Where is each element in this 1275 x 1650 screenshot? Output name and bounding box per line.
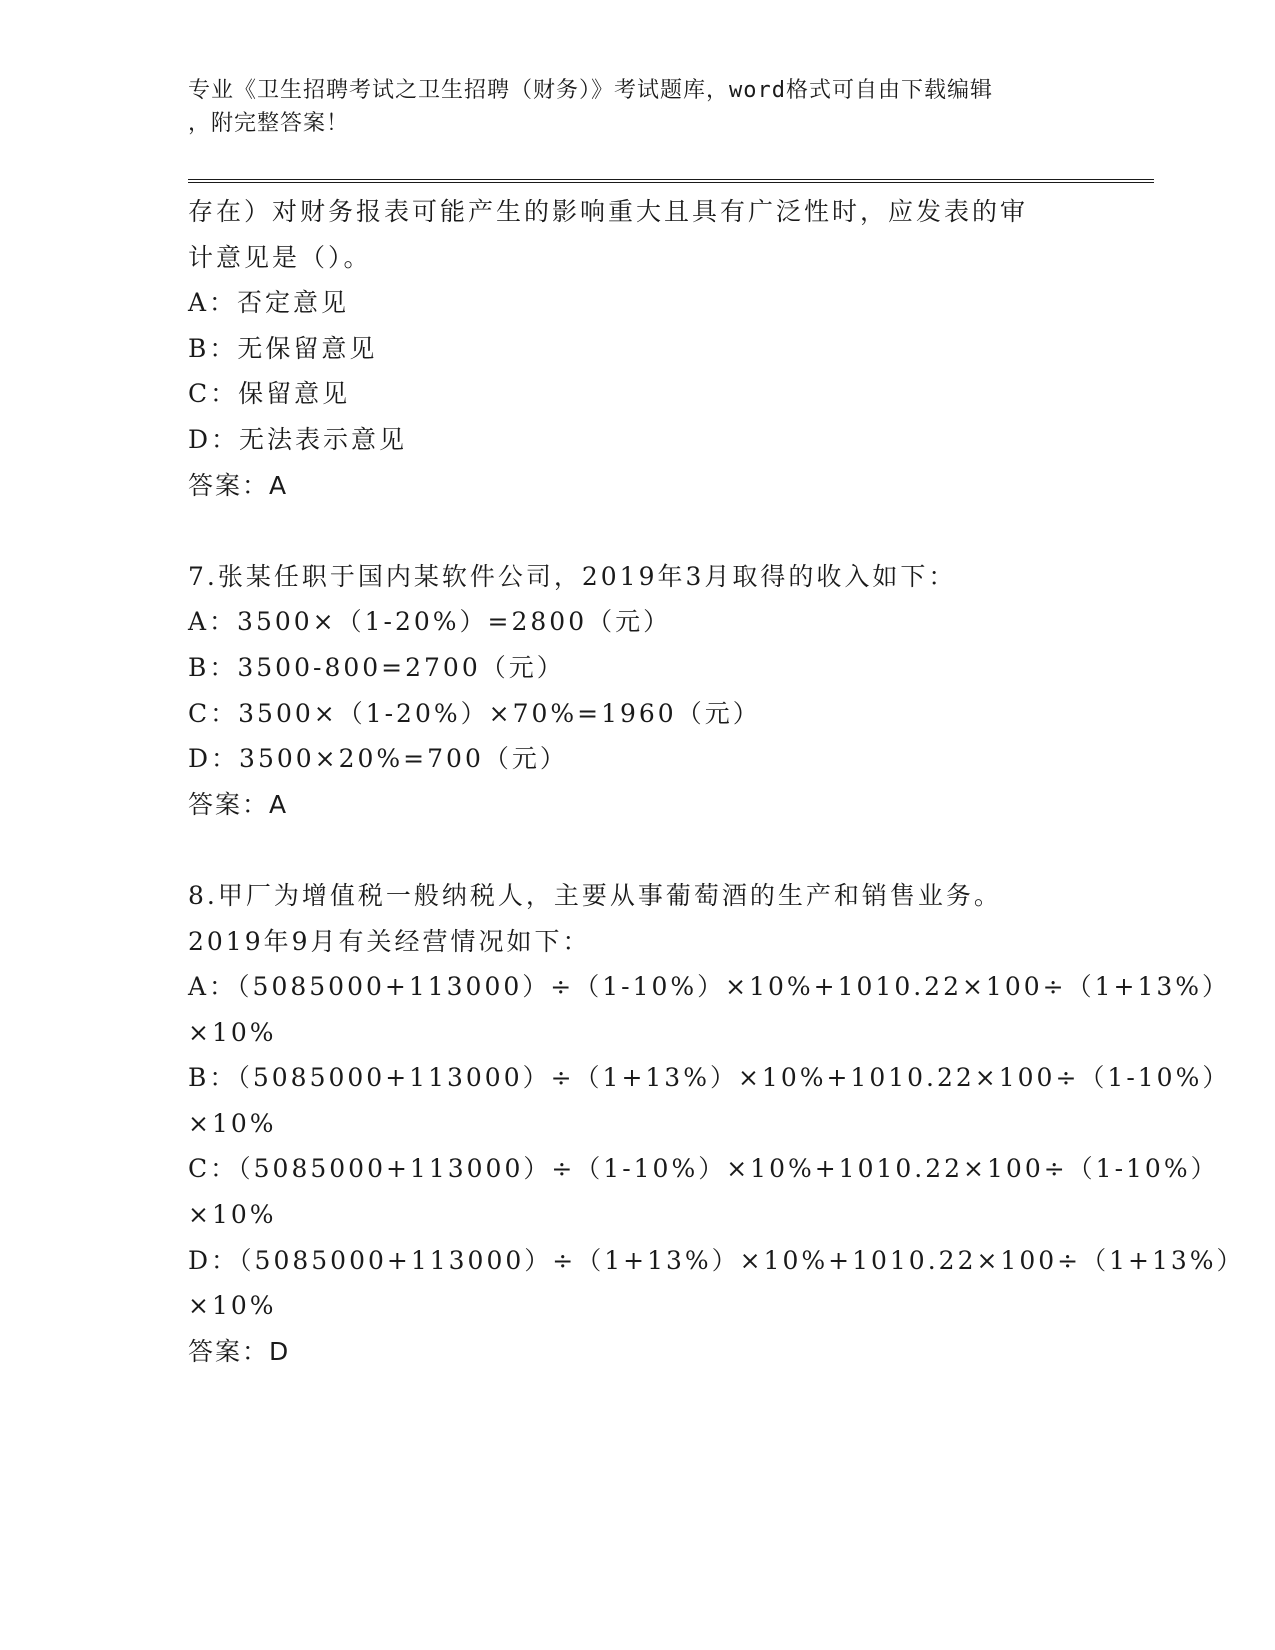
question-6: [188, 189, 1088, 508]
option-d: D：（5085000+113000）÷（1+13%）×10%+1010.22×100÷（1+13%）: [188, 1245, 1245, 1275]
option-b: B：3500-800=2700（元）: [188, 652, 565, 682]
option-c-continued: ×10%: [188, 1200, 277, 1230]
answer: 答案：A: [188, 470, 289, 500]
option-c: C：3500×（1-20%）×70%=1960（元）: [188, 698, 761, 728]
spacer: [188, 827, 1088, 873]
option-b: B：（5085000+113000）÷（1+13%）×10%+1010.22×100÷（1-10%）: [188, 1063, 1231, 1093]
question-7: [188, 554, 1088, 828]
question-stem-line: 存在）对财务报表可能产生的影响重大且具有广泛性时，应发表的审: [188, 197, 1029, 226]
answer: 答案：D: [188, 1336, 291, 1366]
option-a: A：3500×（1-20%）=2800（元）: [188, 607, 672, 637]
option-b-continued: ×10%: [188, 1108, 277, 1138]
option-b: B：无保留意见: [188, 333, 378, 363]
question-stem-line: 计意见是（）。: [188, 242, 372, 272]
option-a: A：否定意见: [188, 288, 350, 318]
option-d: D：3500×20%=700（元）: [188, 744, 568, 774]
page-header: [188, 74, 1068, 140]
question-stem-line: 8.甲厂为增值税一般纳税人，主要从事葡萄酒的生产和销售业务。: [188, 880, 1002, 910]
document-body: [188, 189, 1245, 1374]
option-a-continued: ×10%: [188, 1017, 277, 1047]
option-c: C：保留意见: [188, 379, 351, 409]
option-d: D：无法表示意见: [188, 424, 408, 454]
option-d-continued: ×10%: [188, 1291, 277, 1321]
header-divider: [188, 179, 1154, 183]
question-8: [188, 873, 1245, 1375]
question-stem-line: 7.张某任职于国内某软件公司，2019年3月取得的收入如下：: [188, 561, 957, 591]
option-a: A：（5085000+113000）÷（1-10%）×10%+1010.22×100÷（1+13%）: [188, 972, 1231, 1002]
spacer: [188, 508, 1088, 554]
option-c: C：（5085000+113000）÷（1-10%）×10%+1010.22×100÷（1-10%）: [188, 1154, 1219, 1184]
answer: 答案：A: [188, 789, 289, 819]
header-line-2: ，附完整答案！: [188, 111, 350, 136]
header-line-1: 专业《卫生招聘考试之卫生招聘（财务）》考试题库，word格式可自由下载编辑: [188, 78, 993, 103]
question-stem-line: 2019年9月有关经营情况如下：: [188, 926, 591, 956]
